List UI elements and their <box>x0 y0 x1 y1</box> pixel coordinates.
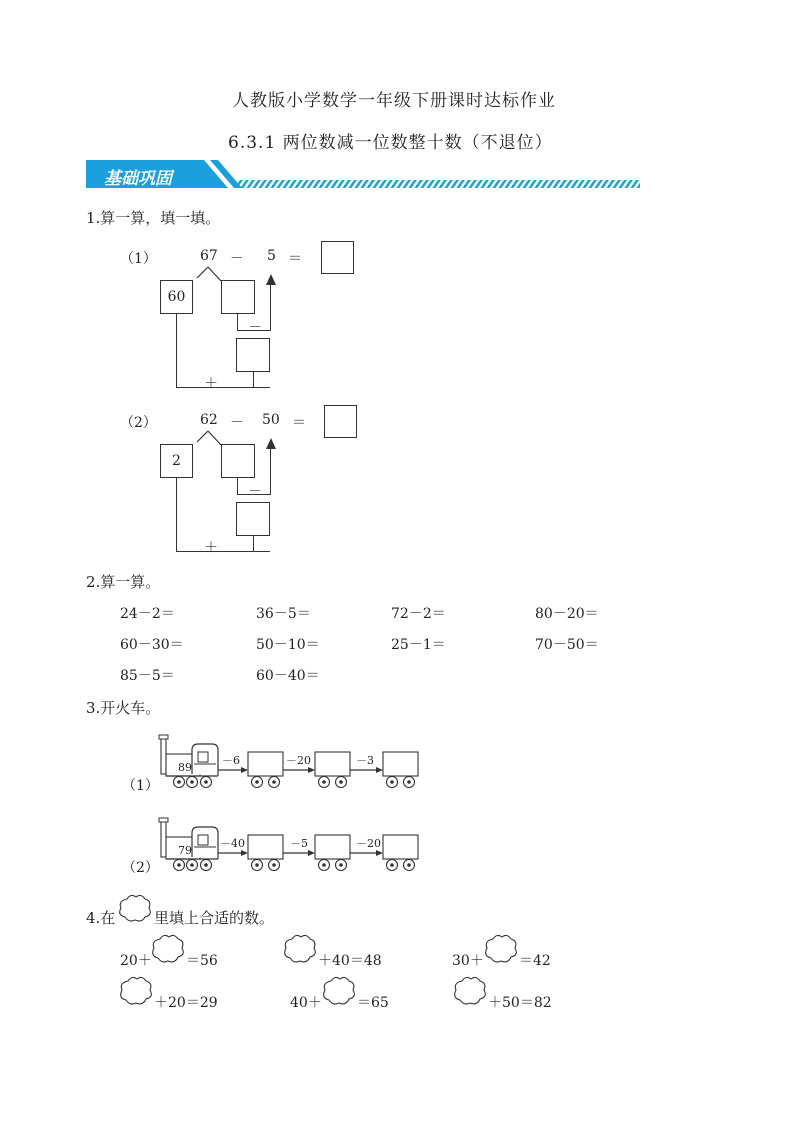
q2-item: 50－10＝ <box>256 637 320 653</box>
q1-p2-answer-box[interactable] <box>324 405 357 438</box>
q1-p1-minus: － <box>248 320 262 336</box>
q1-p1-plus: ＋ <box>204 376 218 392</box>
q1-heading: 1.算一算，填一填。 <box>86 209 221 227</box>
q2-item: 36－5＝ <box>256 606 311 622</box>
q3-train1-wagon-box[interactable] <box>315 752 350 776</box>
q3-train1-start: 89 <box>178 761 192 774</box>
q4-item-pre: 30＋ <box>452 953 484 969</box>
q1-p1-number: （1） <box>120 251 157 267</box>
q1-p1-answer-box[interactable] <box>321 241 354 274</box>
q3-train1-op: －20 <box>286 754 311 767</box>
q3-train1-wagon-box[interactable] <box>248 752 283 776</box>
cloud-icon[interactable] <box>282 933 318 965</box>
banner-label: 基础巩固 <box>104 169 172 189</box>
q1-p2-number: （2） <box>120 415 157 431</box>
q3-train1 <box>158 730 420 790</box>
cloud-icon[interactable] <box>483 933 519 965</box>
q1-p1-arrow-up-icon <box>265 274 277 286</box>
q2-item: 80－20＝ <box>535 606 599 622</box>
cloud-icon[interactable] <box>321 975 357 1007</box>
q4-item-post: ＝42 <box>519 953 551 969</box>
cloud-icon[interactable] <box>118 975 154 1007</box>
q3-train2 <box>158 813 420 873</box>
q3-train2-op: －40 <box>220 837 245 850</box>
q2-item: 25－1＝ <box>391 637 446 653</box>
q1-p1-split-box-left: 60 <box>160 280 193 314</box>
q1-p1-b: 5 <box>267 248 276 264</box>
q2-item: 60－30＝ <box>120 637 184 653</box>
q4-heading-pre: 4.在 <box>86 909 116 927</box>
q4-item-post: ＋50＝82 <box>488 995 552 1011</box>
q1-p2-a: 62 <box>200 412 218 428</box>
q2-item: 85－5＝ <box>120 668 175 684</box>
q1-p2-b: 50 <box>262 412 280 428</box>
q4-item-post: ＝65 <box>357 995 389 1011</box>
q1-p1-eq: ＝ <box>288 251 302 267</box>
q2-item: 60－40＝ <box>256 668 320 684</box>
q3-train1-op: －6 <box>222 754 240 767</box>
q1-p2-split-box-left: 2 <box>160 444 193 478</box>
q4-item-pre: 40＋ <box>290 995 322 1011</box>
cloud-icon[interactable] <box>452 975 488 1007</box>
q1-p1-op: － <box>230 251 244 267</box>
cloud-icon[interactable] <box>150 933 186 965</box>
q4-item-post: ＋20＝29 <box>154 995 218 1011</box>
q4-item-pre: 20＋ <box>120 953 152 969</box>
q3-train2-wagon-box[interactable] <box>383 835 418 859</box>
q3-train1-op: －3 <box>356 754 374 767</box>
q4-heading-post: 里填上合适的数。 <box>154 909 275 927</box>
page-subtitle: 6.3.1 两位数减一位数整十数（不退位） <box>228 133 553 153</box>
q3-heading: 3.开火车。 <box>86 699 161 717</box>
q1-p1-result-box[interactable] <box>236 338 270 372</box>
q2-item: 70－50＝ <box>535 637 599 653</box>
q3-train2-number: （2） <box>122 860 159 876</box>
section-banner <box>86 160 646 192</box>
q1-p1-a: 67 <box>200 248 218 264</box>
q4-item-post: ＋40＝48 <box>318 953 382 969</box>
q2-item: 24－2＝ <box>120 606 175 622</box>
q2-item: 72－2＝ <box>391 606 446 622</box>
q3-train2-op: －5 <box>290 837 308 850</box>
cloud-icon <box>117 893 153 923</box>
q1-p2-eq: ＝ <box>292 415 306 431</box>
q1-p1-split-box-right[interactable] <box>221 280 255 314</box>
q3-train2-wagon-box[interactable] <box>315 835 350 859</box>
page-title: 人教版小学数学一年级下册课时达标作业 <box>232 91 556 111</box>
q3-train1-number: （1） <box>122 778 159 794</box>
q1-p2-arrow-up-icon <box>265 438 277 450</box>
q3-train2-op: －20 <box>356 837 381 850</box>
q1-p2-plus: ＋ <box>204 540 218 556</box>
q3-train1-wagon-box[interactable] <box>383 752 418 776</box>
q1-p2-split-box-right[interactable] <box>221 444 255 478</box>
q1-p2-minus: － <box>248 484 262 500</box>
q1-p2-result-box[interactable] <box>236 502 270 536</box>
q3-train2-start: 79 <box>178 844 192 857</box>
q3-train2-wagon-box[interactable] <box>248 835 283 859</box>
q2-heading: 2.算一算。 <box>86 573 161 591</box>
q4-item-post: ＝56 <box>186 953 218 969</box>
q1-p2-op: － <box>230 415 244 431</box>
